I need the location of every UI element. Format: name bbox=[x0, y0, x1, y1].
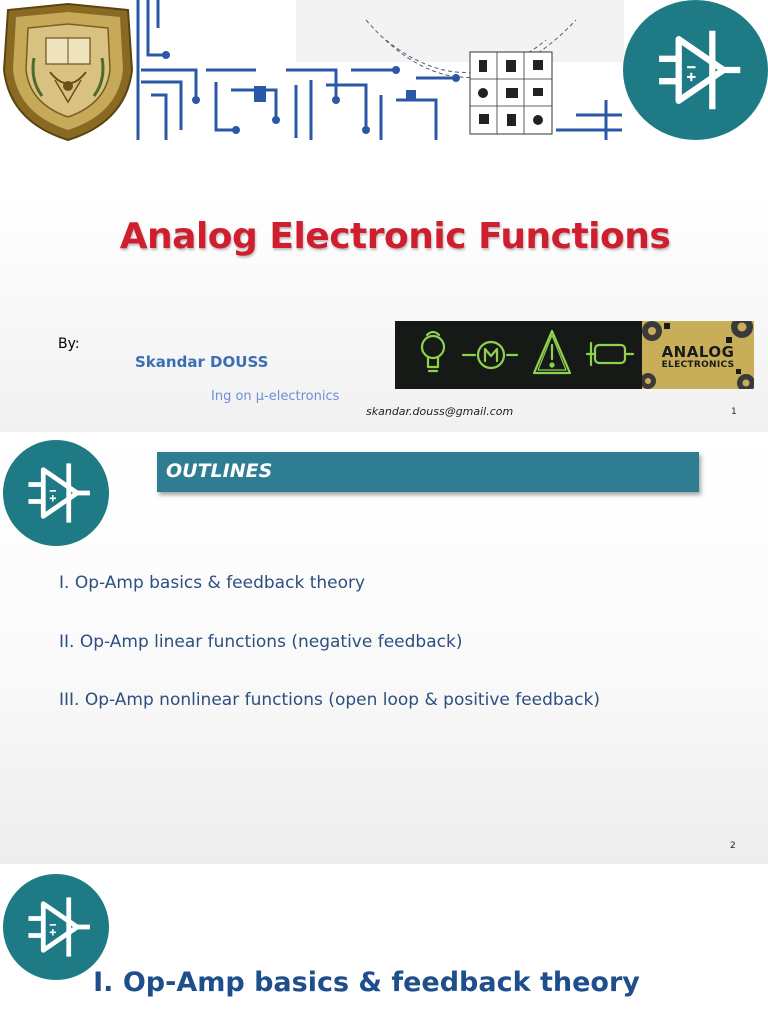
section-title: I. Op-Amp basics & feedback theory bbox=[93, 967, 640, 998]
author-name: Skandar DOUSS bbox=[135, 353, 269, 371]
capacitor-icon bbox=[587, 343, 633, 365]
badge-line-electronics: ELECTRONICS bbox=[661, 360, 735, 370]
op-amp-icon bbox=[623, 0, 768, 140]
university-seal-icon bbox=[0, 0, 136, 144]
component-grid bbox=[470, 52, 552, 134]
bulb-icon bbox=[422, 332, 444, 371]
outline-item: II. Op-Amp linear functions (negative feedback) bbox=[59, 632, 463, 652]
outlines-title: OUTLINES bbox=[166, 460, 273, 482]
page-number: 1 bbox=[731, 407, 737, 417]
electronics-icon-strip bbox=[395, 321, 642, 389]
badge-line-analog: ANALOG bbox=[661, 343, 735, 361]
author-email: skandar.douss@gmail.com bbox=[366, 405, 514, 418]
outline-item: I. Op-Amp basics & feedback theory bbox=[59, 573, 366, 593]
op-amp-icon bbox=[3, 874, 109, 980]
page-number: 2 bbox=[730, 841, 736, 851]
slide-3 bbox=[0, 864, 768, 1024]
circuit-board-banner bbox=[136, 0, 624, 140]
presentation-title: Analog Electronic Functions bbox=[119, 216, 671, 257]
motor-icon bbox=[463, 342, 517, 368]
warning-icon bbox=[534, 331, 570, 373]
op-amp-icon bbox=[3, 440, 109, 546]
circuit-traces bbox=[136, 0, 624, 140]
outlines-header-bar bbox=[157, 452, 699, 492]
outline-item: III. Op-Amp nonlinear functions (open loop & positive feedback) bbox=[59, 690, 600, 710]
analog-electronics-badge bbox=[642, 321, 754, 389]
author-affiliation: Ing on µ-electronics bbox=[211, 389, 340, 404]
slide-2 bbox=[0, 432, 768, 864]
by-label: By: bbox=[58, 336, 80, 352]
slide-1 bbox=[0, 0, 768, 432]
